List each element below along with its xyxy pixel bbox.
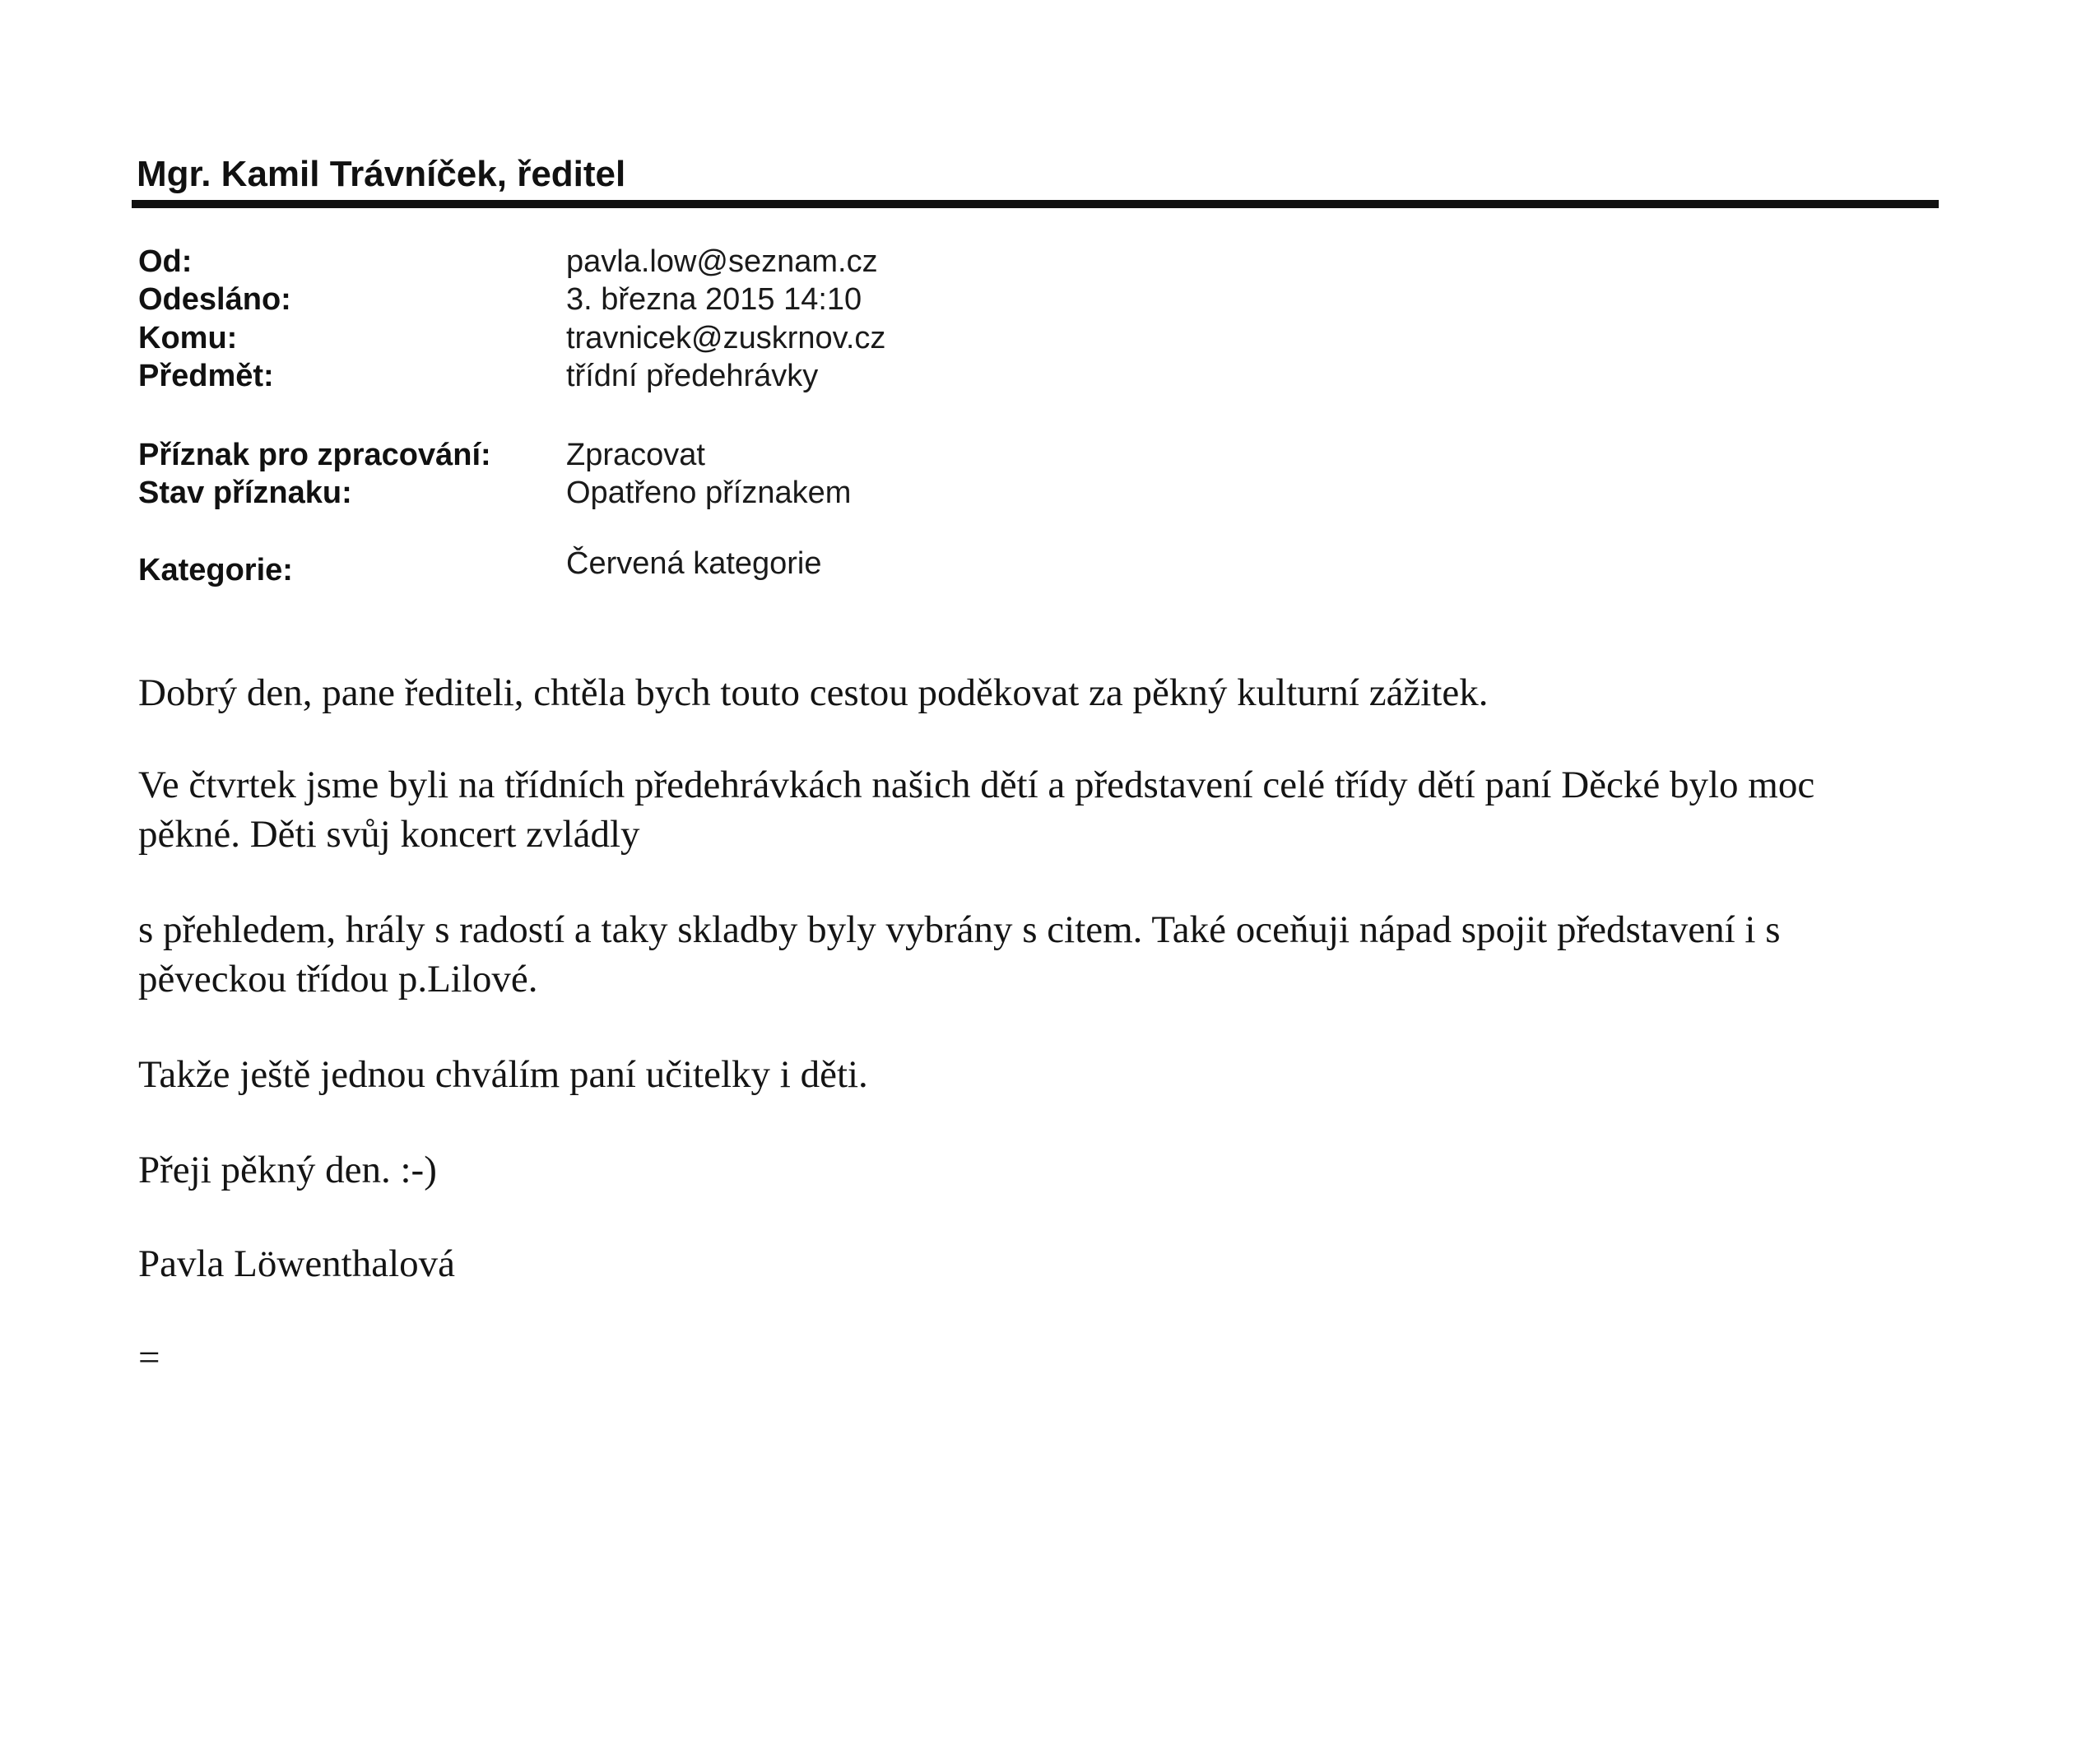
subject-label: Předmět:	[138, 359, 274, 393]
end-mark: =	[138, 1336, 160, 1379]
header-flag-status-row	[0, 474, 2100, 512]
header-subject-row	[0, 357, 2100, 395]
header-rule	[132, 200, 1939, 208]
flag-status-label: Stav příznaku:	[138, 476, 352, 510]
paragraph-3-line-2: pěveckou třídou p.Lilové.	[138, 958, 538, 1001]
paragraph-4-line: Takže ještě jednou chválím paní učitelky i děti.	[138, 1053, 868, 1096]
email-body-paragraph-3	[138, 905, 1949, 1004]
subject-value: třídní předehrávky	[566, 359, 819, 393]
closing-line: Přeji pěkný den. :-)	[138, 1149, 437, 1191]
signature-line: Pavla Löwenthalová	[138, 1242, 456, 1285]
flag-status-value: Opatřeno příznakem	[566, 476, 852, 510]
email-signature	[138, 1239, 1949, 1288]
header-flag-row	[0, 436, 2100, 474]
flag-value: Zpracovat	[566, 438, 705, 472]
greeting-line: Dobrý den, pane řediteli, chtěla bych touto cestou poděkovat za pěkný kulturní zážitek.	[138, 671, 1489, 714]
email-body-paragraph-4	[138, 1050, 1949, 1099]
category-label: Kategorie:	[138, 553, 293, 587]
mailbox-owner-title: Mgr. Kamil Trávníček, ředitel	[137, 154, 626, 194]
from-value: pavla.low@seznam.cz	[566, 244, 878, 279]
header-from-row	[0, 243, 2100, 281]
sent-value: 3. března 2015 14:10	[566, 282, 862, 317]
to-label: Komu:	[138, 321, 238, 355]
sent-label: Odesláno:	[138, 282, 291, 317]
to-value: travnicek@zuskrnov.cz	[566, 321, 886, 355]
header-sent-row	[0, 281, 2100, 318]
email-body-greeting	[138, 668, 1949, 717]
paragraph-2-line-2: pěkné. Děti svůj koncert zvládly	[138, 813, 640, 856]
header-category-row	[0, 546, 2100, 589]
from-label: Od:	[138, 244, 193, 279]
header-to-row	[0, 319, 2100, 357]
email-end-mark	[138, 1333, 1949, 1382]
email-body-closing	[138, 1145, 1949, 1195]
paragraph-3-line-1: s přehledem, hrály s radostí a taky skladby byly vybrány s citem. Také oceňuji nápad spojit představení i s	[138, 908, 1781, 951]
category-value: Červená kategorie	[566, 546, 822, 581]
flag-label: Příznak pro zpracování:	[138, 438, 491, 472]
email-body-paragraph-2	[138, 760, 1949, 859]
paragraph-2-line-1: Ve čtvrtek jsme byli na třídních předehrávkách našich dětí a představení celé třídy dětí paní Děcké bylo moc	[138, 764, 1815, 806]
